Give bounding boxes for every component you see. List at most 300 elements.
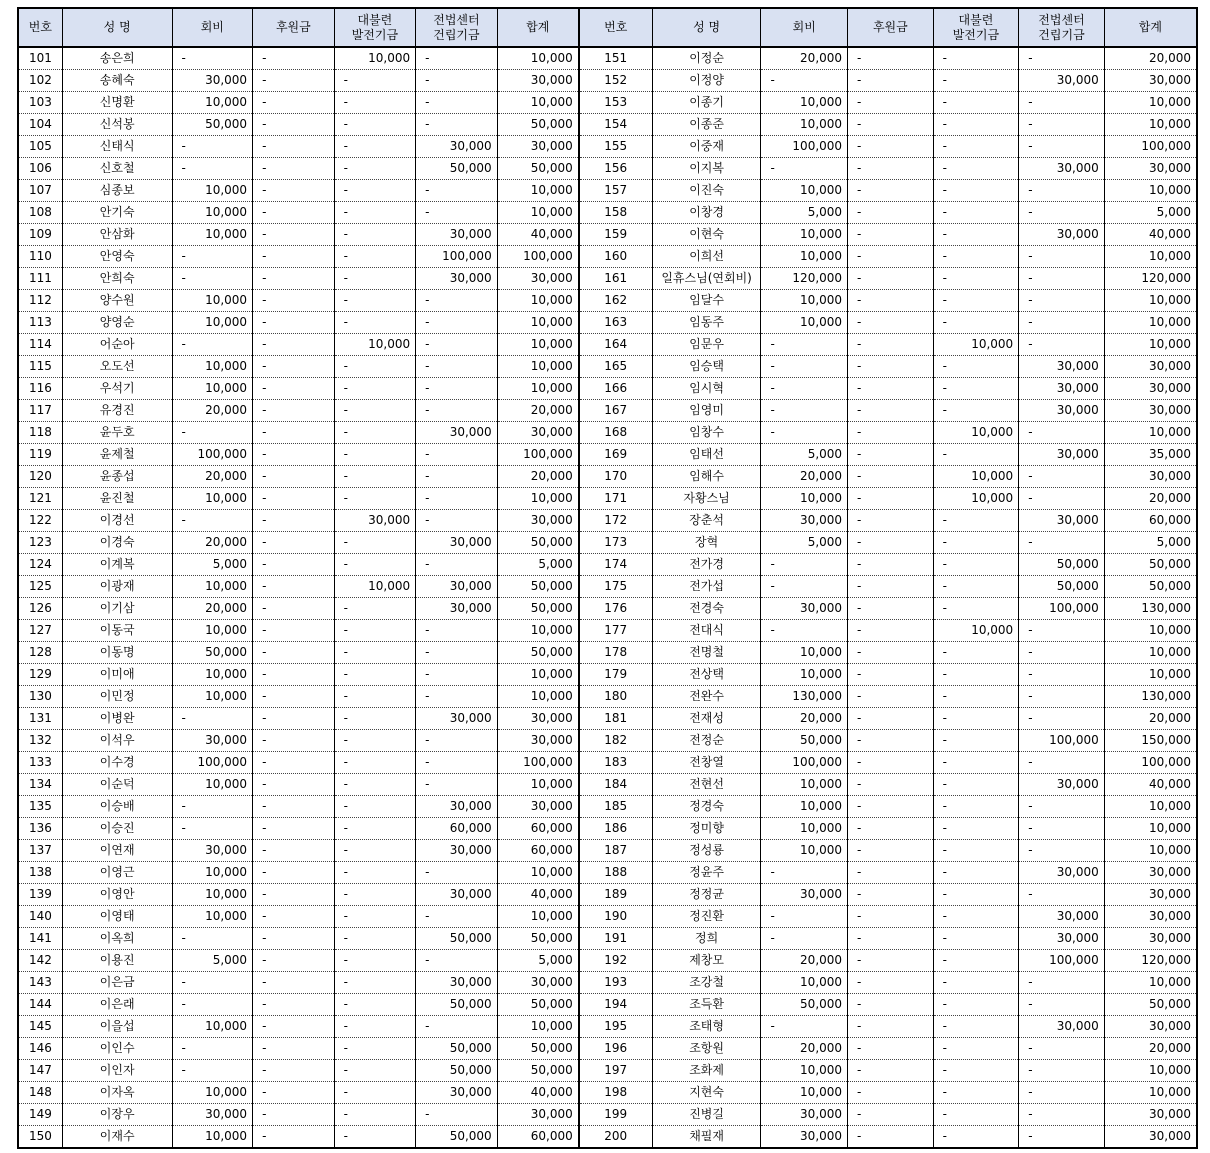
cell-sponsorship: - [253, 92, 335, 114]
cell-total: 100,000 [497, 444, 579, 466]
cell-number: 174 [579, 554, 652, 576]
cell-center-fund: 30,000 [1019, 1016, 1105, 1038]
cell-number: 139 [18, 884, 62, 906]
cell-development-fund: - [334, 884, 416, 906]
cell-center-fund: - [1019, 840, 1105, 862]
cell-fee: 10,000 [761, 92, 848, 114]
cell-name: 이지복 [652, 158, 761, 180]
cell-development-fund: - [334, 378, 416, 400]
cell-fee: - [172, 796, 253, 818]
cell-development-fund: 10,000 [334, 576, 416, 598]
cell-number: 137 [18, 840, 62, 862]
cell-development-fund: - [933, 1038, 1019, 1060]
cell-development-fund: - [334, 114, 416, 136]
cell-fee: - [172, 708, 253, 730]
cell-number: 138 [18, 862, 62, 884]
cell-name: 전재성 [652, 708, 761, 730]
cell-name: 조태형 [652, 1016, 761, 1038]
cell-number: 182 [579, 730, 652, 752]
cell-total: 10,000 [1104, 664, 1197, 686]
cell-number: 117 [18, 400, 62, 422]
cell-center-fund: - [416, 47, 498, 70]
cell-fee: - [761, 554, 848, 576]
cell-name: 이석우 [62, 730, 172, 752]
cell-number: 147 [18, 1060, 62, 1082]
cell-development-fund: - [933, 70, 1019, 92]
cell-development-fund: - [334, 862, 416, 884]
cell-sponsorship: - [253, 818, 335, 840]
cell-development-fund: - [933, 686, 1019, 708]
cell-center-fund: 50,000 [416, 1038, 498, 1060]
cell-total: 10,000 [1104, 620, 1197, 642]
cell-development-fund: - [933, 840, 1019, 862]
cell-center-fund: - [416, 290, 498, 312]
cell-development-fund: - [334, 972, 416, 994]
cell-number: 164 [579, 334, 652, 356]
cell-name: 이중재 [652, 136, 761, 158]
cell-number: 113 [18, 312, 62, 334]
cell-development-fund: - [933, 356, 1019, 378]
cell-sponsorship: - [848, 818, 934, 840]
cell-center-fund: - [1019, 642, 1105, 664]
cell-total: 20,000 [1104, 1038, 1197, 1060]
cell-total: 20,000 [1104, 47, 1197, 70]
cell-number: 183 [579, 752, 652, 774]
cell-name: 이은금 [62, 972, 172, 994]
cell-development-fund: - [933, 532, 1019, 554]
cell-name: 이재수 [62, 1126, 172, 1149]
cell-number: 170 [579, 466, 652, 488]
cell-sponsorship: - [848, 708, 934, 730]
cell-name: 전가경 [652, 554, 761, 576]
header-total: 합계 [1104, 8, 1197, 47]
cell-total: 50,000 [497, 928, 579, 950]
cell-center-fund: - [416, 114, 498, 136]
cell-fee: - [172, 136, 253, 158]
cell-fee: 10,000 [172, 290, 253, 312]
cell-development-fund: - [334, 422, 416, 444]
cell-center-fund: - [1019, 268, 1105, 290]
cell-development-fund: 10,000 [334, 47, 416, 70]
cell-sponsorship: - [848, 444, 934, 466]
cell-development-fund: - [933, 444, 1019, 466]
cell-total: 10,000 [1104, 334, 1197, 356]
cell-number: 131 [18, 708, 62, 730]
cell-total: 10,000 [1104, 180, 1197, 202]
cell-center-fund: - [1019, 47, 1105, 70]
cell-sponsorship: - [253, 1016, 335, 1038]
cell-sponsorship: - [253, 972, 335, 994]
cell-center-fund: - [1019, 334, 1105, 356]
cell-fee: 10,000 [761, 818, 848, 840]
cell-total: 30,000 [1104, 466, 1197, 488]
cell-number: 145 [18, 1016, 62, 1038]
cell-name: 이정양 [652, 70, 761, 92]
cell-center-fund: - [1019, 180, 1105, 202]
cell-development-fund: - [933, 180, 1019, 202]
table-row [18, 246, 1197, 268]
cell-development-fund: - [334, 136, 416, 158]
cell-total: 10,000 [1104, 246, 1197, 268]
cell-development-fund: - [334, 202, 416, 224]
cell-development-fund: - [334, 708, 416, 730]
cell-fee: 50,000 [172, 642, 253, 664]
cell-fee: - [761, 862, 848, 884]
cell-sponsorship: - [253, 620, 335, 642]
cell-sponsorship: - [848, 488, 934, 510]
cell-fee: 10,000 [761, 290, 848, 312]
cell-fee: 120,000 [761, 268, 848, 290]
cell-name: 이종기 [652, 92, 761, 114]
cell-center-fund: - [416, 620, 498, 642]
cell-fee: 10,000 [761, 224, 848, 246]
cell-total: 50,000 [497, 598, 579, 620]
cell-total: 30,000 [1104, 400, 1197, 422]
cell-total: 40,000 [1104, 774, 1197, 796]
cell-sponsorship: - [253, 752, 335, 774]
cell-name: 전경숙 [652, 598, 761, 620]
cell-development-fund: - [334, 840, 416, 862]
cell-name: 이연재 [62, 840, 172, 862]
cell-number: 190 [579, 906, 652, 928]
cell-total: 10,000 [497, 906, 579, 928]
table-row [18, 444, 1197, 466]
table-row [18, 224, 1197, 246]
cell-center-fund: 30,000 [416, 576, 498, 598]
cell-fee: - [172, 334, 253, 356]
cell-sponsorship: - [253, 796, 335, 818]
cell-fee: 30,000 [172, 730, 253, 752]
cell-sponsorship: - [253, 906, 335, 928]
cell-number: 172 [579, 510, 652, 532]
cell-name: 이승배 [62, 796, 172, 818]
cell-center-fund: 50,000 [416, 1060, 498, 1082]
cell-sponsorship: - [848, 1060, 934, 1082]
cell-total: 10,000 [1104, 972, 1197, 994]
table-row [18, 686, 1197, 708]
cell-total: 30,000 [1104, 158, 1197, 180]
cell-development-fund: - [334, 1082, 416, 1104]
cell-sponsorship: - [848, 1038, 934, 1060]
cell-number: 121 [18, 488, 62, 510]
cell-sponsorship: - [848, 576, 934, 598]
cell-center-fund: - [416, 92, 498, 114]
table-row [18, 136, 1197, 158]
cell-fee: 20,000 [761, 47, 848, 70]
cell-name: 이은래 [62, 994, 172, 1016]
cell-fee: 20,000 [172, 400, 253, 422]
cell-center-fund: 30,000 [1019, 224, 1105, 246]
cell-number: 194 [579, 994, 652, 1016]
cell-sponsorship: - [253, 884, 335, 906]
cell-name: 이미애 [62, 664, 172, 686]
cell-development-fund: - [334, 598, 416, 620]
table-row [18, 994, 1197, 1016]
cell-number: 189 [579, 884, 652, 906]
cell-total: 10,000 [1104, 290, 1197, 312]
cell-number: 144 [18, 994, 62, 1016]
cell-sponsorship: - [848, 70, 934, 92]
cell-number: 114 [18, 334, 62, 356]
cell-center-fund: - [1019, 1104, 1105, 1126]
cell-development-fund: - [933, 796, 1019, 818]
cell-development-fund: - [933, 906, 1019, 928]
cell-fee: - [761, 70, 848, 92]
cell-development-fund: - [334, 488, 416, 510]
cell-development-fund: - [933, 47, 1019, 70]
cell-fee: 10,000 [172, 92, 253, 114]
cell-center-fund: 30,000 [1019, 158, 1105, 180]
cell-number: 175 [579, 576, 652, 598]
cell-number: 186 [579, 818, 652, 840]
cell-sponsorship: - [253, 70, 335, 92]
cell-sponsorship: - [848, 114, 934, 136]
cell-sponsorship: - [253, 47, 335, 70]
cell-number: 181 [579, 708, 652, 730]
cell-fee: 20,000 [761, 1038, 848, 1060]
cell-sponsorship: - [848, 554, 934, 576]
cell-sponsorship: - [253, 378, 335, 400]
cell-center-fund: 30,000 [416, 840, 498, 862]
cell-development-fund: - [933, 510, 1019, 532]
table-row [18, 378, 1197, 400]
cell-fee: - [172, 1060, 253, 1082]
cell-development-fund: - [933, 1082, 1019, 1104]
table-row [18, 466, 1197, 488]
cell-name: 채필재 [652, 1126, 761, 1149]
cell-number: 115 [18, 356, 62, 378]
header-number: 번호 [18, 8, 62, 47]
cell-name: 지현숙 [652, 1082, 761, 1104]
cell-development-fund: - [933, 1060, 1019, 1082]
cell-center-fund: - [1019, 686, 1105, 708]
cell-fee: 10,000 [172, 1126, 253, 1149]
cell-center-fund: 30,000 [416, 796, 498, 818]
cell-center-fund: 100,000 [1019, 598, 1105, 620]
cell-total: 120,000 [1104, 268, 1197, 290]
cell-fee: 5,000 [172, 554, 253, 576]
cell-development-fund: - [933, 664, 1019, 686]
cell-total: 10,000 [497, 862, 579, 884]
cell-sponsorship: - [848, 1104, 934, 1126]
cell-development-fund: - [933, 598, 1019, 620]
cell-total: 50,000 [497, 576, 579, 598]
cell-total: 60,000 [1104, 510, 1197, 532]
cell-fee: 10,000 [172, 224, 253, 246]
cell-name: 전완수 [652, 686, 761, 708]
cell-number: 159 [579, 224, 652, 246]
cell-name: 이희선 [652, 246, 761, 268]
cell-number: 161 [579, 268, 652, 290]
cell-development-fund: - [334, 796, 416, 818]
cell-development-fund: - [933, 708, 1019, 730]
cell-development-fund: - [933, 400, 1019, 422]
cell-name: 일휴스님(연회비) [652, 268, 761, 290]
cell-development-fund: - [334, 312, 416, 334]
table-row [18, 47, 1197, 70]
cell-center-fund: - [416, 686, 498, 708]
table-row [18, 664, 1197, 686]
cell-name: 이용진 [62, 950, 172, 972]
cell-fee: 30,000 [761, 1126, 848, 1149]
cell-center-fund: 30,000 [1019, 444, 1105, 466]
cell-number: 116 [18, 378, 62, 400]
cell-sponsorship: - [848, 642, 934, 664]
table-row [18, 862, 1197, 884]
cell-number: 168 [579, 422, 652, 444]
cell-number: 109 [18, 224, 62, 246]
cell-development-fund: - [933, 862, 1019, 884]
table-row [18, 598, 1197, 620]
cell-number: 185 [579, 796, 652, 818]
cell-development-fund: 10,000 [933, 620, 1019, 642]
header-number: 번호 [579, 8, 652, 47]
cell-fee: 10,000 [172, 488, 253, 510]
cell-fee: 10,000 [761, 774, 848, 796]
cell-name: 이정순 [652, 47, 761, 70]
table-row [18, 422, 1197, 444]
cell-name: 오도선 [62, 356, 172, 378]
table-row [18, 730, 1197, 752]
cell-center-fund: - [416, 862, 498, 884]
cell-name: 전대식 [652, 620, 761, 642]
cell-center-fund: - [1019, 708, 1105, 730]
cell-sponsorship: - [848, 664, 934, 686]
cell-center-fund: 50,000 [416, 994, 498, 1016]
cell-fee: 10,000 [172, 312, 253, 334]
table-row [18, 290, 1197, 312]
cell-center-fund: 50,000 [416, 1126, 498, 1149]
cell-fee: 5,000 [172, 950, 253, 972]
cell-fee: - [172, 268, 253, 290]
cell-center-fund: - [416, 730, 498, 752]
cell-total: 30,000 [497, 422, 579, 444]
cell-name: 유경진 [62, 400, 172, 422]
cell-sponsorship: - [253, 576, 335, 598]
cell-fee: 10,000 [761, 114, 848, 136]
cell-total: 30,000 [1104, 356, 1197, 378]
cell-development-fund: - [933, 378, 1019, 400]
cell-name: 이현숙 [652, 224, 761, 246]
cell-fee: 30,000 [172, 840, 253, 862]
cell-name: 조강철 [652, 972, 761, 994]
cell-development-fund: - [334, 466, 416, 488]
cell-number: 146 [18, 1038, 62, 1060]
cell-name: 조득환 [652, 994, 761, 1016]
cell-fee: 10,000 [172, 664, 253, 686]
cell-center-fund: - [1019, 422, 1105, 444]
cell-name: 이동국 [62, 620, 172, 642]
cell-name: 임태선 [652, 444, 761, 466]
cell-development-fund: - [933, 730, 1019, 752]
cell-number: 196 [579, 1038, 652, 1060]
cell-name: 이진숙 [652, 180, 761, 202]
cell-name: 전현선 [652, 774, 761, 796]
cell-fee: 10,000 [172, 180, 253, 202]
cell-name: 임영미 [652, 400, 761, 422]
cell-sponsorship: - [848, 840, 934, 862]
cell-name: 심종보 [62, 180, 172, 202]
cell-sponsorship: - [848, 598, 934, 620]
cell-number: 200 [579, 1126, 652, 1149]
cell-total: 50,000 [1104, 554, 1197, 576]
cell-fee: - [761, 928, 848, 950]
cell-sponsorship: - [253, 224, 335, 246]
cell-center-fund: 30,000 [1019, 774, 1105, 796]
cell-sponsorship: - [253, 246, 335, 268]
cell-fee: 10,000 [172, 356, 253, 378]
cell-sponsorship: - [848, 1126, 934, 1149]
cell-fee: - [172, 818, 253, 840]
table-row [18, 554, 1197, 576]
cell-development-fund: - [933, 290, 1019, 312]
cell-center-fund: - [416, 180, 498, 202]
cell-development-fund: - [334, 950, 416, 972]
cell-total: 30,000 [497, 136, 579, 158]
cell-name: 이기삼 [62, 598, 172, 620]
cell-total: 35,000 [1104, 444, 1197, 466]
cell-sponsorship: - [253, 950, 335, 972]
cell-fee: 10,000 [761, 1060, 848, 1082]
cell-name: 전가섭 [652, 576, 761, 598]
cell-development-fund: - [933, 642, 1019, 664]
cell-sponsorship: - [848, 356, 934, 378]
cell-name: 조화제 [652, 1060, 761, 1082]
cell-center-fund: - [416, 774, 498, 796]
cell-sponsorship: - [848, 730, 934, 752]
cell-total: 10,000 [1104, 312, 1197, 334]
cell-name: 정성룡 [652, 840, 761, 862]
cell-development-fund: - [933, 972, 1019, 994]
cell-development-fund: - [933, 928, 1019, 950]
cell-fee: 10,000 [761, 246, 848, 268]
cell-sponsorship: - [253, 114, 335, 136]
cell-name: 신호철 [62, 158, 172, 180]
cell-sponsorship: - [253, 422, 335, 444]
table-row [18, 356, 1197, 378]
cell-number: 179 [579, 664, 652, 686]
cell-center-fund: - [1019, 532, 1105, 554]
table-row [18, 884, 1197, 906]
cell-name: 임달수 [652, 290, 761, 312]
cell-name: 임창수 [652, 422, 761, 444]
cell-fee: 10,000 [761, 642, 848, 664]
cell-number: 156 [579, 158, 652, 180]
cell-number: 180 [579, 686, 652, 708]
cell-name: 이순덕 [62, 774, 172, 796]
cell-number: 152 [579, 70, 652, 92]
cell-number: 148 [18, 1082, 62, 1104]
cell-development-fund: 10,000 [933, 466, 1019, 488]
cell-total: 10,000 [497, 1016, 579, 1038]
cell-center-fund: 30,000 [416, 972, 498, 994]
cell-number: 166 [579, 378, 652, 400]
cell-number: 141 [18, 928, 62, 950]
cell-total: 120,000 [1104, 950, 1197, 972]
cell-name: 조항원 [652, 1038, 761, 1060]
cell-fee: 10,000 [761, 840, 848, 862]
cell-total: 30,000 [1104, 928, 1197, 950]
cell-fee: - [761, 1016, 848, 1038]
cell-development-fund: - [334, 444, 416, 466]
cell-name: 이계복 [62, 554, 172, 576]
table-row [18, 1104, 1197, 1126]
table-row [18, 180, 1197, 202]
cell-total: 10,000 [497, 356, 579, 378]
table-row [18, 620, 1197, 642]
cell-sponsorship: - [253, 1060, 335, 1082]
cell-center-fund: - [1019, 620, 1105, 642]
